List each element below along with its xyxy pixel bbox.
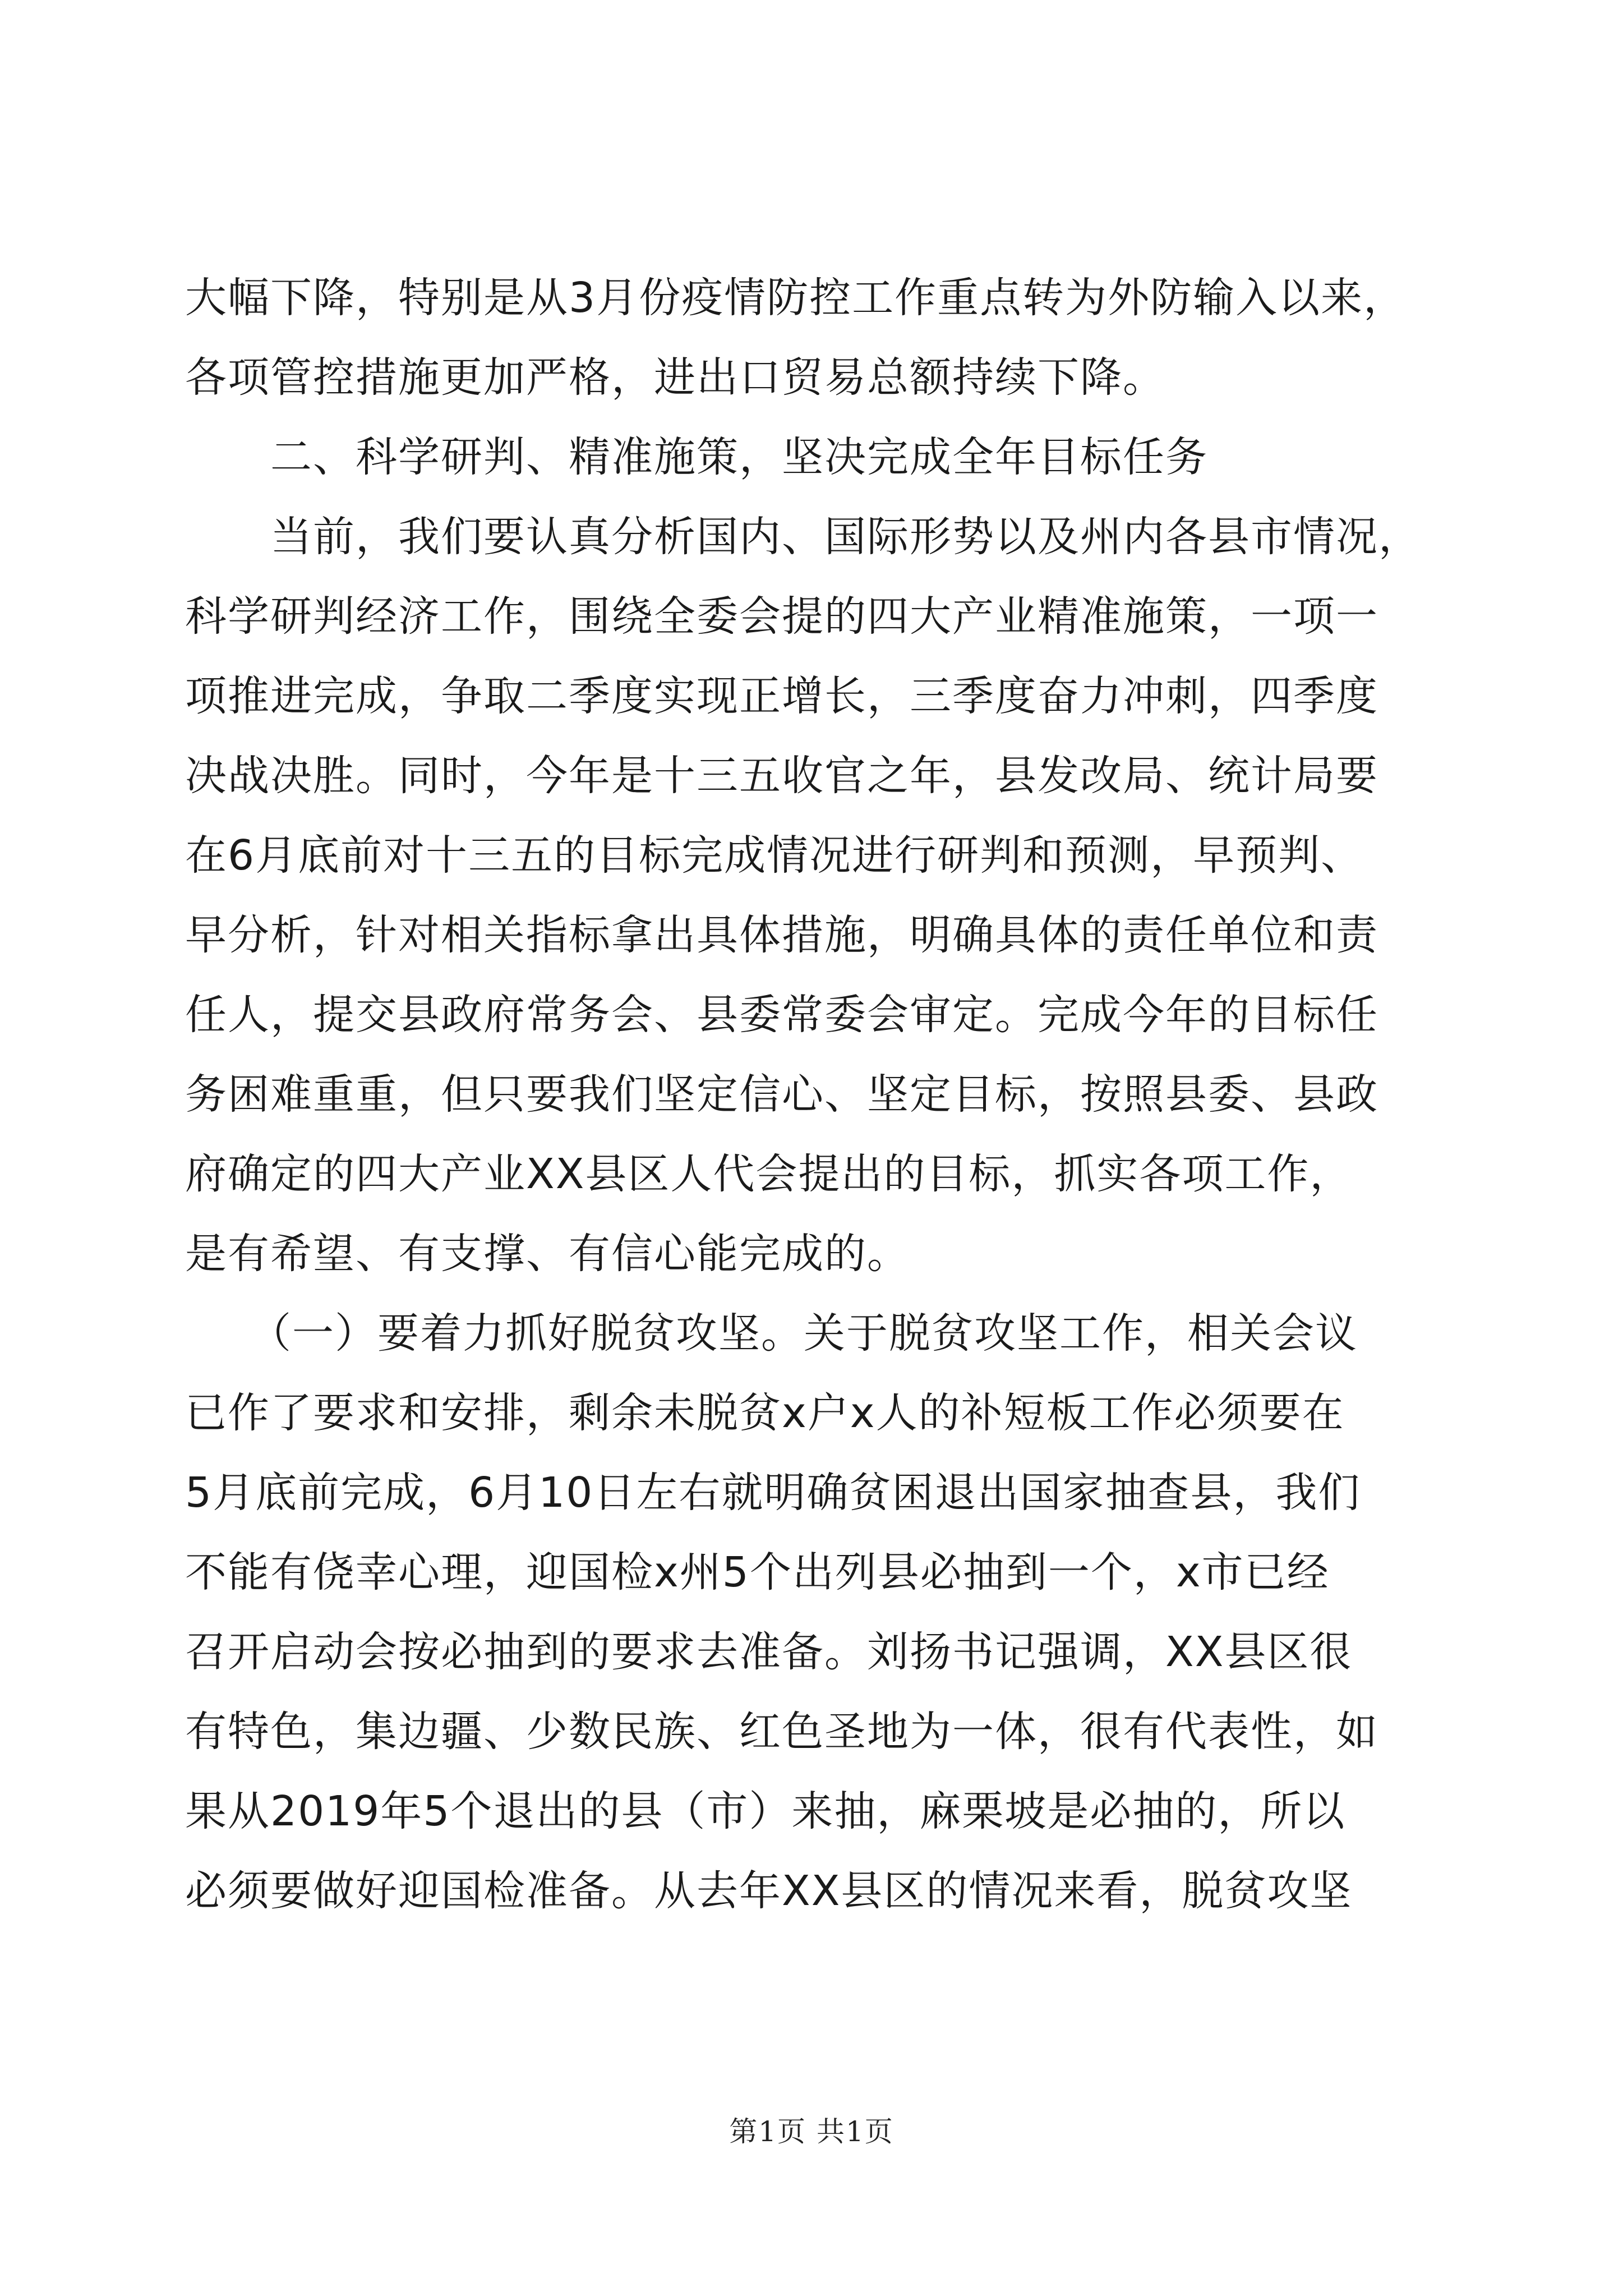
text-line: 早分析，针对相关指标拿出具体措施，明确具体的责任单位和责: [185, 911, 1378, 959]
page-number: 第1页 共1页: [729, 2115, 894, 2148]
text-line: 有特色，集边疆、少数民族、红色圣地为一体，很有代表性，如: [185, 1708, 1378, 1756]
body-text: [185, 258, 1441, 1931]
text-line: 当前，我们要认真分析国内、国际形势以及州内各县市情况，: [185, 513, 1421, 561]
text-line: 已作了要求和安排，剩余未脱贫x户x人的补短板工作必须要在: [185, 1389, 1345, 1437]
text-line: 任人，提交县政府常务会、县委常委会审定。完成今年的目标任: [185, 991, 1378, 1039]
text-line: 府确定的四大产业XX县区人代会提出的目标，抓实各项工作，: [185, 1150, 1353, 1198]
section-heading: 二、科学研判、精准施策，坚决完成全年目标任务: [185, 433, 1208, 481]
text-line: 果从2019年5个退出的县（市）来抽，麻栗坡是必抽的，所以: [185, 1787, 1346, 1835]
text-line: 不能有侥幸心理，迎国检x州5个出列县必抽到一个，x市已经: [185, 1548, 1330, 1596]
text-line: 务困难重重，但只要我们坚定信心、坚定目标，按照县委、县政: [185, 1070, 1378, 1119]
text-line: 在6月底前对十三五的目标完成情况进行研判和预测，早预判、: [185, 831, 1364, 880]
text-line: 项推进完成，争取二季度实现正增长，三季度奋力冲刺，四季度: [185, 672, 1378, 720]
text-line: 5月底前完成，6月10日左右就明确贫困退出国家抽查县，我们: [185, 1469, 1361, 1517]
text-line: 科学研判经济工作，围绕全委会提的四大产业精准施策，一项一: [185, 592, 1378, 641]
text-line: 召开启动会按必抽到的要求去准备。刘扬书记强调，XX县区很: [185, 1628, 1353, 1676]
page-footer: [0, 2109, 1623, 2150]
text-line: 必须要做好迎国检准备。从去年XX县区的情况来看，脱贫攻坚: [185, 1867, 1353, 1915]
text-line: 大幅下降，特别是从3月份疫情防控工作重点转为外防输入以来，: [185, 274, 1407, 322]
text-line: 决战决胜。同时，今年是十三五收官之年，县发改局、统计局要: [185, 752, 1378, 800]
text-line: 各项管控措施更加严格，进出口贸易总额持续下降。: [185, 353, 1165, 402]
subsection-line: （一）要着力抓好脱贫攻坚。关于脱贫攻坚工作，相关会议: [185, 1309, 1358, 1358]
text-line: 是有希望、有支撑、有信心能完成的。: [185, 1230, 910, 1278]
